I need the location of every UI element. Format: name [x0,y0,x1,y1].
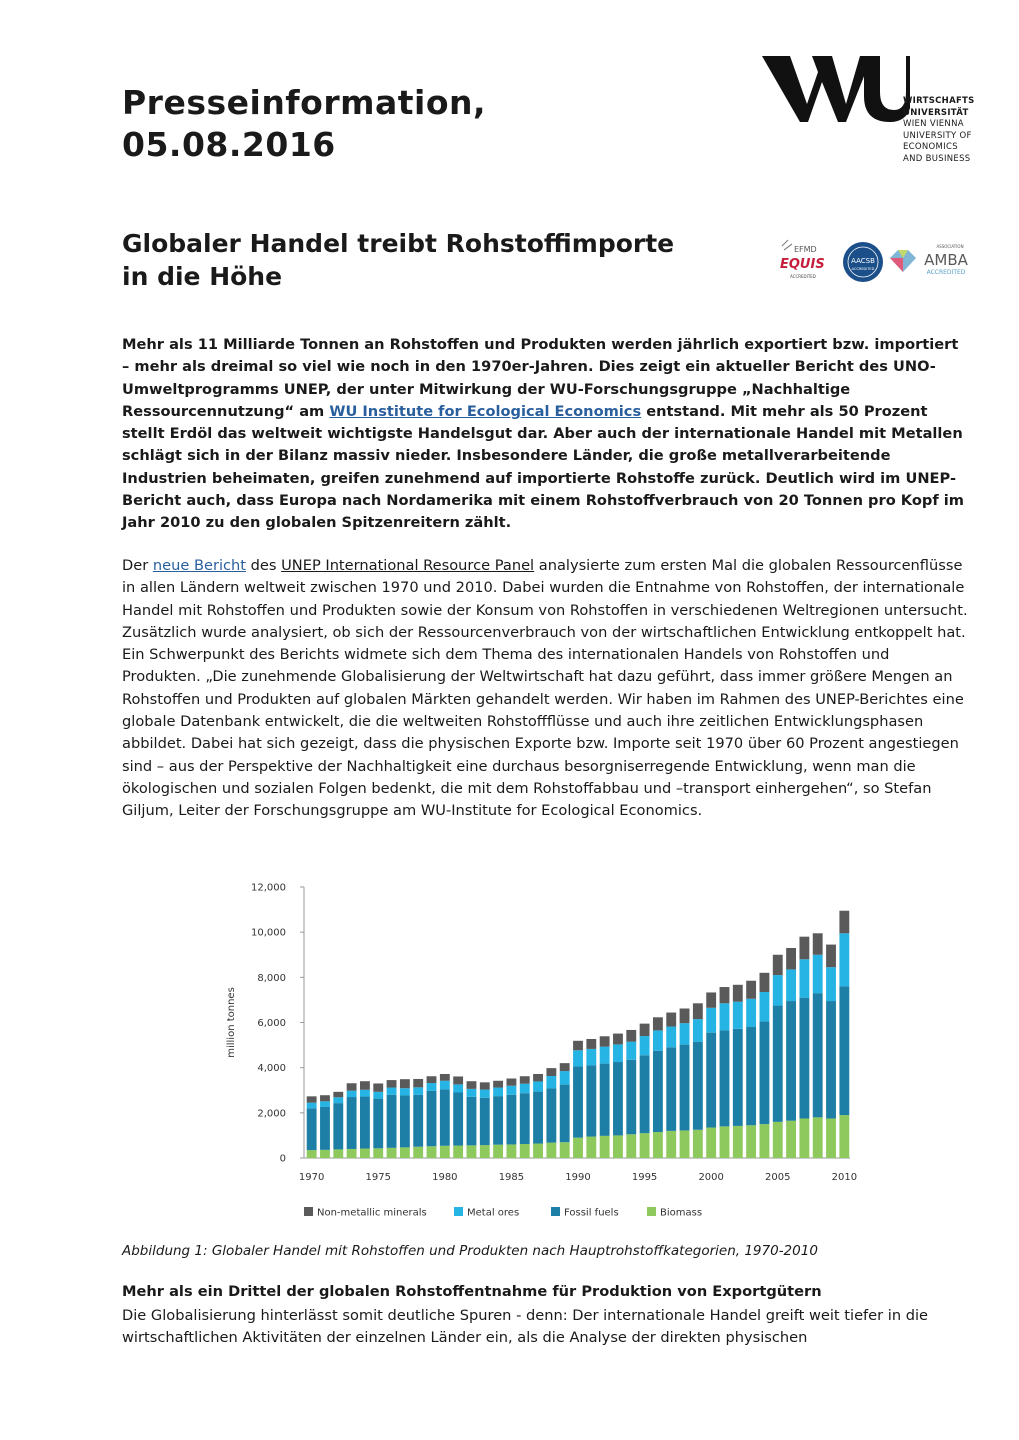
bar-segment [320,1107,330,1150]
bar-segment [813,955,823,993]
bar-segment [467,1097,477,1146]
bar-segment [320,1101,330,1107]
bar-segment [453,1146,463,1158]
bar-segment [839,911,849,934]
amba-assoc-text: ASSOCIATION [936,244,964,249]
legend-swatch [454,1207,463,1216]
bar-segment [573,1041,583,1050]
lead-text: Mehr als 11 Milliarde Tonnen an Rohstoffen und Produkten werden jährlich exportiert bzw. importiert – mehr als dreimal so viel wie noch in den 1970er-Jahren. Dies zeigt ein aktueller Bericht des UNO-Umweltprogramms UNEP, der unter Mitwirkung der WU-Forschungsgruppe „Nachhaltige Ressourcennutzung“ am [122,336,959,420]
bar-segment [640,1133,650,1158]
figure-caption: Abbildung 1: Globaler Handel mit Rohstoffen und Produkten nach Hauptrohstoffkategorien, 1970-2010 [122,1243,818,1259]
bar-segment [760,1124,770,1158]
equis-sub-text: ACCREDITED [790,274,816,279]
bar-segment [586,1049,596,1065]
bar-segment [746,999,756,1027]
legend-label: Metal ores [467,1207,520,1219]
resource-panel-link[interactable]: UNEP International Resource Panel [281,557,535,574]
bar-segment [307,1103,317,1109]
bar-segment [600,1136,610,1158]
bar-segment [427,1146,437,1158]
y-tick-label: 0 [279,1153,286,1165]
bar-segment [427,1083,437,1091]
body-paragraph [122,555,970,823]
bar-segment [733,985,743,1002]
bar-segment [653,1017,663,1030]
bar-segment [440,1146,450,1158]
bar-segment [467,1089,477,1097]
equis-text: EQUIS [780,257,825,272]
bar-segment [720,987,730,1003]
bar-segment [533,1092,543,1144]
bar-segment [733,1029,743,1126]
amba-logo [890,244,969,276]
wu-logo-text [903,96,975,166]
bar-segment [493,1088,503,1097]
bar-segment [693,1130,703,1158]
bar-segment [480,1090,490,1098]
bar-segment [493,1081,503,1088]
bar-segment [839,933,849,986]
bar-segment [373,1083,383,1091]
accreditation-logos [774,236,974,284]
bar-segment [826,945,836,968]
x-tick-label: 1990 [565,1172,591,1183]
bar-segment [413,1147,423,1158]
body-text: analysierte zum ersten Mal die globalen Ressourcenflüsse in allen Ländern weltweit zwischen 1970 und 2010. Dabei wurden die Entnahme von Rohstoffen, der internationale Handel mit Rohstoffen und Produkten sowie der Konsum von Rohstoffen in verschiedenen Weltregionen untersucht. Zusätzlich wurde analysiert, ob sich der Ressourcenverbrauch von der wirtschaftlichen Entwicklung entkoppelt hat. Ein Schwerpunkt des Berichts widmete sich dem Thema des internationalen Handels von Rohstoffen und Produkten. „Die zunehmende Globalisierung der Weltwirtschaft hat dazu geführt, dass immer größere Mengen an Rohstoffen und Produkten auf globalen Märkten gehandelt werden. Wir haben im Rahmen des UNEP-Berichtes eine globale Datenbank entwickelt, die die weltweiten Rohstoffflüsse und auch ihre zeitlichen Entwicklungsphasen abbildet. Dabei hat sich gezeigt, dass die physischen Exporte bzw. Importe seit 1970 über 60 Prozent angestiegen sind – aus der Perspektive der Nachhaltigkeit eine durchaus besorgniserregende Entwicklung, wenn man die ökologischen und sozialen Folgen bedenkt, die mit dem Rohstoffabbau und –transport einhergehen“, so Stefan Giljum, Leiter der Forschungsgruppe am WU-Institute for Ecological Economics. [122,557,968,820]
efmd-text: EFMD [794,245,817,254]
bar-segment [520,1093,530,1144]
bar-segment [560,1071,570,1085]
bar-segment [440,1089,450,1145]
bar-segment [480,1145,490,1158]
bar-segment [387,1080,397,1087]
bar-segment [720,1126,730,1158]
x-tick-label: 1970 [298,1172,325,1183]
y-tick-label: 8,000 [257,972,286,984]
bar-segment [773,975,783,1005]
bar-segment [799,937,809,960]
bar-segment [493,1096,503,1145]
legend-swatch [551,1207,560,1216]
bar-segment [693,1042,703,1130]
y-tick-label: 10,000 [251,927,286,939]
bar-segment [626,1042,636,1060]
bar-segment [786,969,796,1001]
y-tick-label: 12,000 [251,882,286,894]
bar-segment [360,1097,370,1149]
bar-segment [826,1001,836,1118]
bar-segment [480,1098,490,1145]
bar-segment [640,1036,650,1055]
bar-segment [307,1150,317,1158]
bar-segment [373,1148,383,1158]
institute-link[interactable]: WU Institute for Ecological Economics [329,402,642,420]
bar-segment [680,1008,690,1023]
bar-segment [533,1074,543,1081]
bar-segment [706,1008,716,1033]
bar-segment [760,1021,770,1124]
bar-segment [733,1126,743,1158]
bar-segment [799,959,809,997]
bar-segment [786,1001,796,1121]
amba-text: AMBA [924,251,968,269]
bar-segment [613,1135,623,1158]
lead-paragraph [122,334,970,535]
bar-segment [653,1030,663,1050]
title-line-2: 05.08.2016 [122,125,336,164]
aacsb-text: AACSB [851,257,875,265]
bar-segment [307,1108,317,1150]
bar-segment [413,1095,423,1147]
bar-segment [520,1144,530,1158]
bar-segment [387,1148,397,1158]
bar-segment [666,1047,676,1131]
x-tick-label: 2000 [698,1172,724,1183]
x-tick-label: 2010 [831,1172,858,1183]
amba-sub-text: ACCREDITED [926,269,966,276]
bar-segment [573,1067,583,1138]
bar-segment [506,1086,516,1095]
title-line-1: Presseinformation, [122,83,487,122]
logo-line: AND BUSINESS [903,153,971,164]
logo-line: UNIVERSITY OF [903,130,972,141]
body-text: Der [122,557,153,574]
bar-segment [333,1097,343,1103]
x-tick-label: 1995 [631,1172,658,1183]
bar-segment [733,1002,743,1029]
bar-segment [666,1013,676,1027]
bar-segment [347,1149,357,1158]
bar-segment [373,1099,383,1149]
bar-segment [400,1079,410,1088]
wu-logo [760,52,976,168]
bar-segment [746,1027,756,1125]
bar-segment [427,1076,437,1083]
bar-segment [653,1132,663,1158]
bar-segment [506,1144,516,1158]
legend-label: Fossil fuels [564,1207,619,1219]
bar-segment [586,1039,596,1049]
headline-line-2: in die Höhe [122,262,283,291]
bar-segment [706,1033,716,1128]
logo-line: WIRTSCHAFTS [903,96,975,106]
bar-segment [400,1095,410,1147]
bar-segment [320,1095,330,1101]
y-tick-label: 2,000 [257,1108,286,1120]
bar-segment [413,1079,423,1087]
bar-segment [760,992,770,1021]
bar-segment [640,1024,650,1036]
x-tick-label: 1975 [365,1172,391,1183]
bar-segment [440,1081,450,1090]
bar-segment [373,1092,383,1099]
aacsb-logo [843,242,883,282]
bar-segment [693,1003,703,1019]
bar-segment [600,1047,610,1064]
x-tick-label: 2005 [765,1172,791,1183]
bar-segment [467,1081,477,1089]
bar-segment [387,1095,397,1148]
bar-segment [560,1063,570,1071]
bar-segment [560,1085,570,1143]
bar-segment [586,1137,596,1158]
headline [122,227,674,293]
bar-segment [347,1083,357,1090]
bar-segment [666,1131,676,1158]
bar-segment [773,955,783,975]
bar-segment [546,1076,556,1088]
equis-logo [780,240,825,279]
aacsb-sub-text: ACCREDITED [851,267,875,271]
bar-segment [320,1150,330,1158]
body-text: des [246,557,282,574]
bar-segment [453,1084,463,1092]
bar-segment [640,1055,650,1133]
bar-segment [666,1027,676,1048]
bar-segment [813,1117,823,1158]
bar-segment [680,1023,690,1044]
bar-segment [773,1006,783,1122]
bar-segment [586,1065,596,1136]
bar-segment [653,1051,663,1132]
bar-segment [813,993,823,1117]
bar-segment [613,1034,623,1045]
bar-segment [799,998,809,1119]
logo-line: ECONOMICS [903,142,958,153]
bar-segment [826,967,836,1001]
bar-segment [573,1050,583,1066]
body-paragraph-2: Die Globalisierung hinterlässt somit deutliche Spuren - denn: Der internationale Handel greift weit tiefer in die wirtschaftlichen Aktivitäten der einzelnen Länder ein, als die Analyse der direkten physischen [122,1307,929,1347]
bar-segment [573,1138,583,1158]
bar-segment [839,986,849,1115]
bar-segment [760,973,770,992]
y-tick-label: 6,000 [257,1018,286,1029]
wu-logo-mark [760,52,910,127]
bar-segment [333,1149,343,1158]
bar-segment [613,1062,623,1135]
bar-segment [560,1142,570,1158]
bar-segment [506,1095,516,1145]
legend-swatch [304,1207,313,1216]
bar-segment [813,933,823,954]
bar-segment [799,1118,809,1158]
y-axis-label: million tonnes [226,987,237,1058]
bar-segment [626,1030,636,1042]
bar-segment [333,1103,343,1149]
bar-segment [360,1081,370,1090]
logo-line: WIEN VIENNA [903,119,964,130]
bar-segment [546,1143,556,1158]
bar-segment [506,1079,516,1086]
bar-segment [720,1003,730,1030]
bar-segment [307,1096,317,1102]
bar-segment [546,1068,556,1076]
bar-segment [839,1115,849,1158]
x-tick-label: 1980 [432,1172,458,1183]
bar-segment [480,1082,490,1089]
bar-segment [333,1092,343,1097]
bar-segment [520,1084,530,1093]
bar-segment [360,1149,370,1158]
page-title [122,82,486,166]
bar-segment [746,1125,756,1158]
bar-segment [453,1093,463,1146]
bar-segment [826,1118,836,1158]
bar-segment [786,1121,796,1158]
bar-segment [520,1076,530,1083]
bar-segment [600,1036,610,1046]
bar-segment [533,1081,543,1091]
bar-segment [400,1147,410,1158]
legend-label: Biomass [660,1207,703,1219]
bar-segment [440,1074,450,1081]
bar-segment [720,1030,730,1126]
lead-text: entstand. Mit mehr als 50 Prozent stellt Erdöl das weltweit wichtigste Handelsgut dar. Aber auch der internationale Handel mit Metallen schlägt sich in der Bilanz massiv nieder. Insbesondere Länder, die große metallverarbeitende Industrien beheimaten, greifen zunehmend auf importierte Rohstoffe zurück. Deutlich wird im UNEP-Bericht auch, dass Europa nach Nordamerika mit einem Rohstoffverbrauch von 20 Tonnen pro Kopf im Jahr 2010 zu den globalen Spitzenreitern zählt. [122,402,964,532]
bar-segment [387,1088,397,1095]
bar-segment [626,1134,636,1158]
bar-segment [546,1088,556,1142]
bar-segment [493,1145,503,1158]
y-tick-label: 4,000 [257,1063,286,1075]
bar-segment [453,1076,463,1084]
bar-segment [773,1122,783,1158]
bar-segment [360,1090,370,1097]
trade-chart [220,874,860,1224]
bar-segment [347,1097,357,1149]
bar-segment [786,948,796,969]
x-tick-label: 1985 [498,1172,525,1183]
bar-segment [427,1091,437,1146]
bar-segment [706,1128,716,1158]
bar-segment [400,1088,410,1095]
bar-segment [467,1145,477,1158]
bar-segment [626,1060,636,1135]
report-link[interactable]: neue Bericht [152,557,246,574]
legend-swatch [647,1207,656,1216]
bar-segment [706,992,716,1007]
bar-segment [413,1087,423,1094]
section-heading: Mehr als ein Drittel der globalen Rohstoffentnahme für Produktion von Exportgütern [122,1283,822,1300]
bar-segment [680,1045,690,1131]
bar-segment [746,981,756,999]
bar-segment [533,1144,543,1158]
legend-label: Non-metallic minerals [317,1207,427,1219]
bar-segment [347,1091,357,1097]
bar-segment [600,1064,610,1136]
headline-line-1: Globaler Handel treibt Rohstoffimporte [122,229,675,258]
bar-segment [693,1019,703,1042]
logo-line: UNIVERSITÄT [903,107,969,118]
bar-segment [680,1130,690,1158]
bar-segment [613,1044,623,1062]
